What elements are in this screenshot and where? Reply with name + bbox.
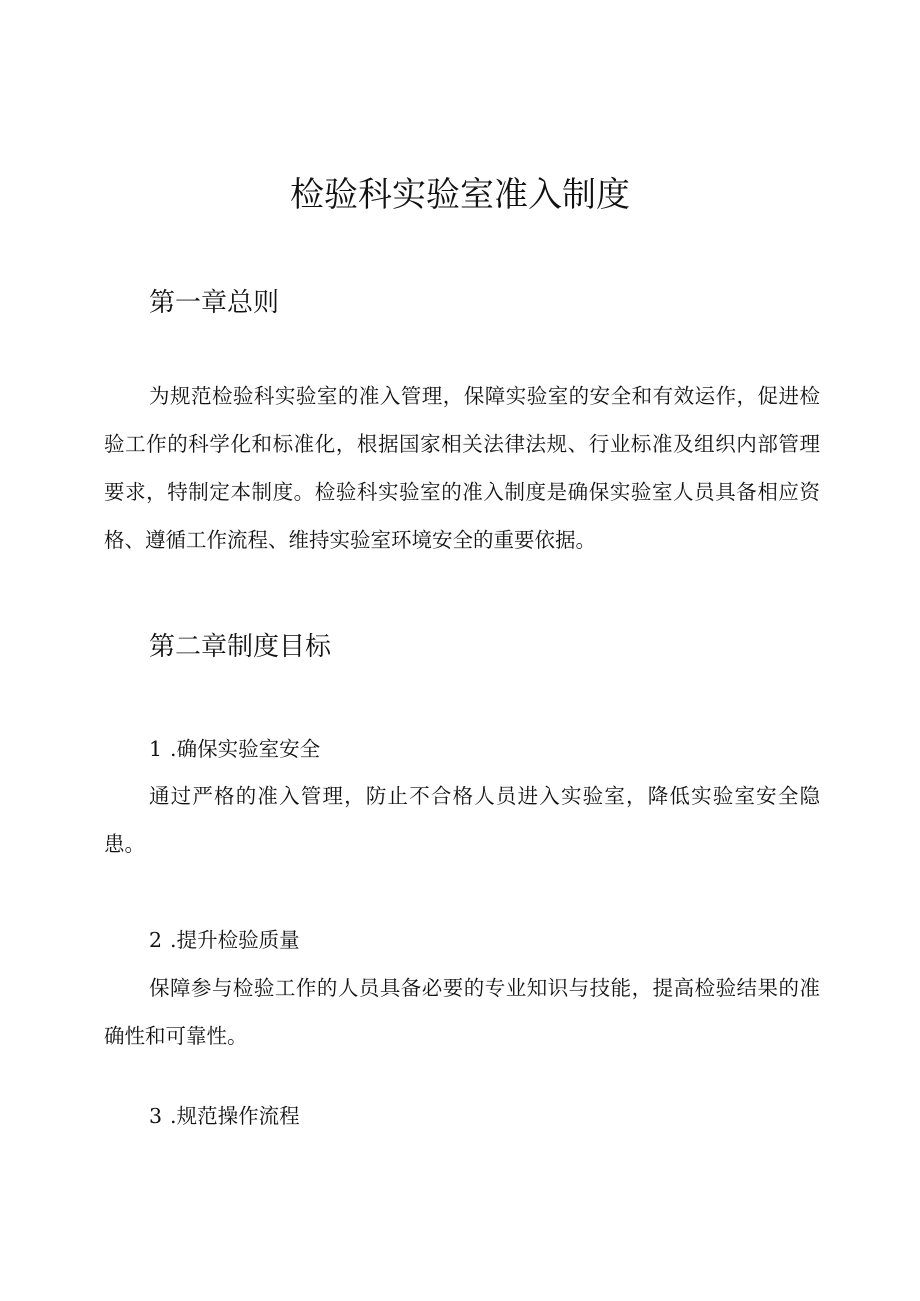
goal-2-heading bbox=[149, 920, 300, 960]
goal-1-body: 通过严格的准入管理，防止不合格人员进入实验室，降低实验室安全隐患。 bbox=[104, 784, 820, 856]
chapter-2-heading: 第二章制度目标 bbox=[149, 632, 332, 662]
goal-3-heading bbox=[149, 1096, 300, 1136]
chapter-1-paragraph: 为规范检验科实验室的准入管理，保障实验室的安全和有效运作，促进检验工作的科学化和标准化，根据国家相关法律法规、行业标准及组织内部管理要求，特制定本制度。检验科实验室的准入制度是确保实验室人员具备相应资格、遵循工作流程、维持实验室环境安全的重要依据。 bbox=[104, 384, 820, 552]
goal-2-body: 保障参与检验工作的人员具备必要的专业知识与技能，提高检验结果的准确性和可靠性。 bbox=[104, 976, 820, 1048]
goal-1-title: .确保实验室安全 bbox=[170, 737, 321, 761]
document-title: 检验科实验室准入制度 bbox=[290, 175, 630, 215]
goal-3-title: .规范操作流程 bbox=[170, 1104, 300, 1128]
goal-3-number: 3 bbox=[149, 1104, 163, 1128]
goal-2-title: .提升检验质量 bbox=[170, 928, 300, 952]
goal-1-number: 1 bbox=[149, 737, 163, 761]
goal-2-number: 2 bbox=[149, 928, 163, 952]
chapter-1-heading: 第一章总则 bbox=[149, 288, 280, 318]
goal-1-heading bbox=[149, 729, 320, 769]
